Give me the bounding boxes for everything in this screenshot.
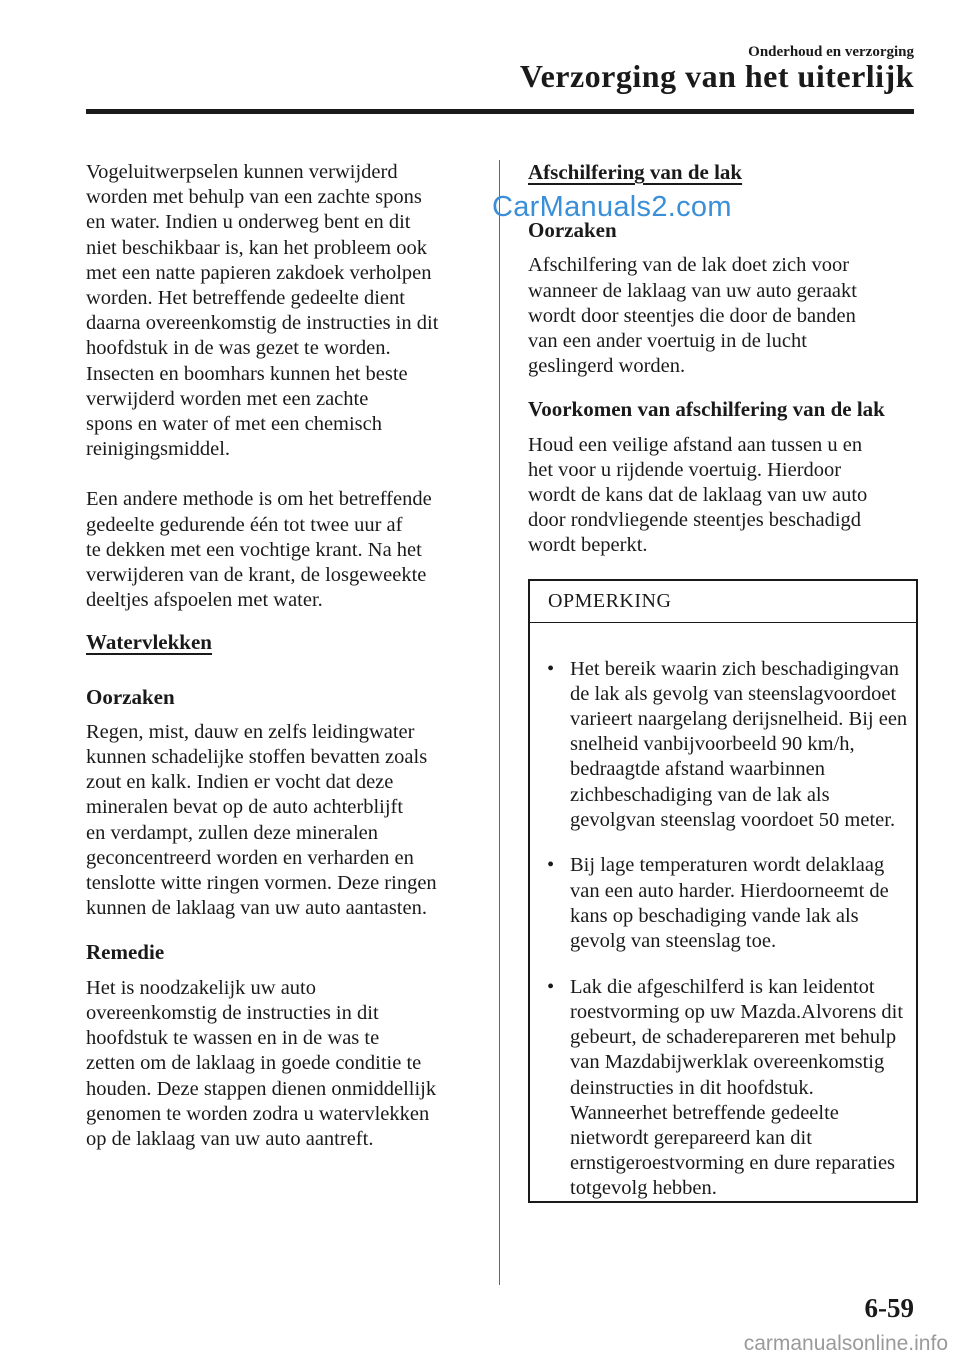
text-line: reinigingsmiddel. [86,438,231,461]
text-line: Een andere methode is om het betreffende [86,488,432,511]
bullet-icon: • [547,657,555,680]
paragraph-oorzaken-right [528,253,916,379]
text-line: Afschilfering van de lak doet zich voor [528,254,850,277]
note-item-text [570,975,912,1202]
text-line: bijwerklak overeenkomstig de [570,1051,885,1099]
text-line: wanneer de laklaag van uw auto geraakt [528,279,857,302]
text-line: Het is noodzakelijk uw auto [86,976,317,999]
text-line: Bij lage temperaturen wordt de [570,854,826,877]
text-line: tenslotte witte ringen vormen. Deze ringen [86,872,437,895]
page-number: 6-59 [864,1293,914,1323]
paragraph-newspaper-method [86,487,478,613]
text-line: roestvorming en dure reparaties tot [570,1152,896,1200]
text-line: door rondvliegende steentjes beschadigd [528,509,862,532]
text-line: Lak die afgeschilferd is kan leiden [570,975,853,998]
text-line: gevolg hebben. [591,1177,717,1200]
bullet-icon: • [547,975,555,998]
text-line: wordt de kans dat de laklaag van uw auto [528,484,868,507]
paragraph-oorzaken-left [86,720,478,922]
text-line: hoofdstuk in de was gezet te worden. [86,337,391,360]
note-item [542,853,912,954]
heading-remedie: Remedie [86,940,165,965]
text-line: houden. Deze stappen dienen onmiddellijk [86,1077,437,1100]
text-line: worden met behulp van een zachte spons [86,186,422,209]
heading-oorzaken-left: Oorzaken [86,684,175,709]
text-line: Insecten en boomhars kunnen het beste [86,362,408,385]
text-line: verwijderd worden met een zachte [86,387,369,410]
text-line: op de laklaag van uw auto aantreft. [86,1127,374,1150]
text-line: gedeelte gedurende één tot twee uur af [86,513,403,536]
text-line: laklaag van een auto harder. Hierdoor [570,854,885,902]
text-line: instructies in dit hoofdstuk. Wanneer [570,1076,814,1124]
watermark-carmanuals2: CarManuals2.com [492,191,732,223]
text-line: worden. Het betreffende gedeelte dient [86,287,405,310]
text-line: en water. Indien u onderweg bent en dit [86,211,411,234]
text-line: kunnen de laklaag van uw auto aantasten. [86,897,427,920]
text-line: van steenslag voordoet 50 meter. [625,808,896,831]
note-divider [530,622,916,623]
note-box [528,579,918,1203]
heading-voorkomen: Voorkomen van afschilfering van de lak [528,397,885,422]
text-line: deeltjes afspoelen met water. [86,589,323,612]
text-line: wordt beperkt. [528,534,648,557]
note-title: OPMERKING [548,590,672,612]
note-item-text [570,657,912,833]
text-line: daarna overeenkomstig de instructies in dit [86,312,439,335]
text-line: wordt door steentjes die door de banden [528,304,856,327]
header-rule [86,109,914,114]
heading-afschilfering: Afschilfering van de lak [528,160,743,184]
text-line: overeenkomstig de instructies in dit [86,1001,379,1024]
text-line: beschadiging van de lak als gevolg [570,783,830,831]
text-line: niet beschikbaar is, kan het probleem ook [86,236,427,259]
paragraph-remedie [86,976,478,1152]
text-line: zout en kalk. Indien er vocht dat deze [86,771,394,794]
column-divider [499,160,500,1285]
note-item-text [570,853,912,954]
page-title: Verzorging van het uiterlijk [519,58,914,94]
text-line: het voor u rijdende voertuig. Hierdoor [528,458,842,481]
text-line: de lak als gevolg van steenslag toe. [570,904,859,953]
text-line: voordoet varieert naargelang de [570,682,897,730]
note-list [542,636,912,1222]
text-line: Regen, mist, dauw en zelfs leidingwater [86,720,415,743]
watermark-carmanualsonline: carmanualsonline.info [743,1332,948,1355]
text-line: hoofdstuk te wassen en in de was te [86,1027,380,1050]
paragraph-voorkomen [528,433,916,559]
text-line: met een natte papieren zakdoek verholpen [86,261,432,284]
bullet-icon: • [547,854,555,877]
text-line: Vogeluitwerpselen kunnen verwijderd [86,161,398,183]
text-line: van de lak als gevolg van steenslag [570,657,900,705]
text-line: Het bereik waarin zich beschadiging [570,657,870,680]
text-line: neemt de kans op beschadiging van [570,879,889,927]
text-line: tot roestvorming op uw Mazda. [570,975,875,1023]
text-line: de afstand waarbinnen zich [570,758,825,806]
text-line: wordt gerepareerd kan dit ernstige [570,1126,812,1175]
text-line: te dekken met een vochtige krant. Na het [86,538,422,561]
text-line: en verdampt, zullen deze mineralen [86,821,378,844]
note-item [542,657,912,833]
text-line: rijsnelheid. Bij een snelheid van [570,707,908,756]
text-line: Houd een veilige afstand aan tussen u en [528,433,863,456]
text-line: kunnen schadelijke stoffen bevatten zoals [86,746,428,769]
heading-watervlekken: Watervlekken [86,630,212,655]
text-line: het betreffende gedeelte niet [570,1101,839,1149]
text-line: verwijderen van de krant, de losgeweekte [86,564,427,587]
text-line: geslingerd worden. [528,355,686,378]
text-line: geconcentreerd worden en verharden en [86,846,414,869]
section-title: Onderhoud en verzorging [748,44,914,60]
text-line: spons en water of met een chemisch [86,413,383,436]
text-line: van een ander voertuig in de lucht [528,330,807,353]
heading-oorzaken-right: Oorzaken [528,218,617,243]
text-line: bijvoorbeeld 90 km/h, bedraagt [570,733,855,781]
text-line: zetten om de laklaag in goede conditie te [86,1052,422,1075]
paragraph-bird-droppings [86,160,478,462]
text-line: genomen te worden zodra u watervlekken [86,1102,430,1125]
note-item [542,975,912,1202]
text-line: mineralen bevat op de auto achterblijft [86,796,404,819]
text-line: repareren met behulp van Mazda [570,1026,897,1074]
left-column [86,160,478,1152]
text-line: Alvorens dit gebeurt, de schade [570,1000,904,1049]
